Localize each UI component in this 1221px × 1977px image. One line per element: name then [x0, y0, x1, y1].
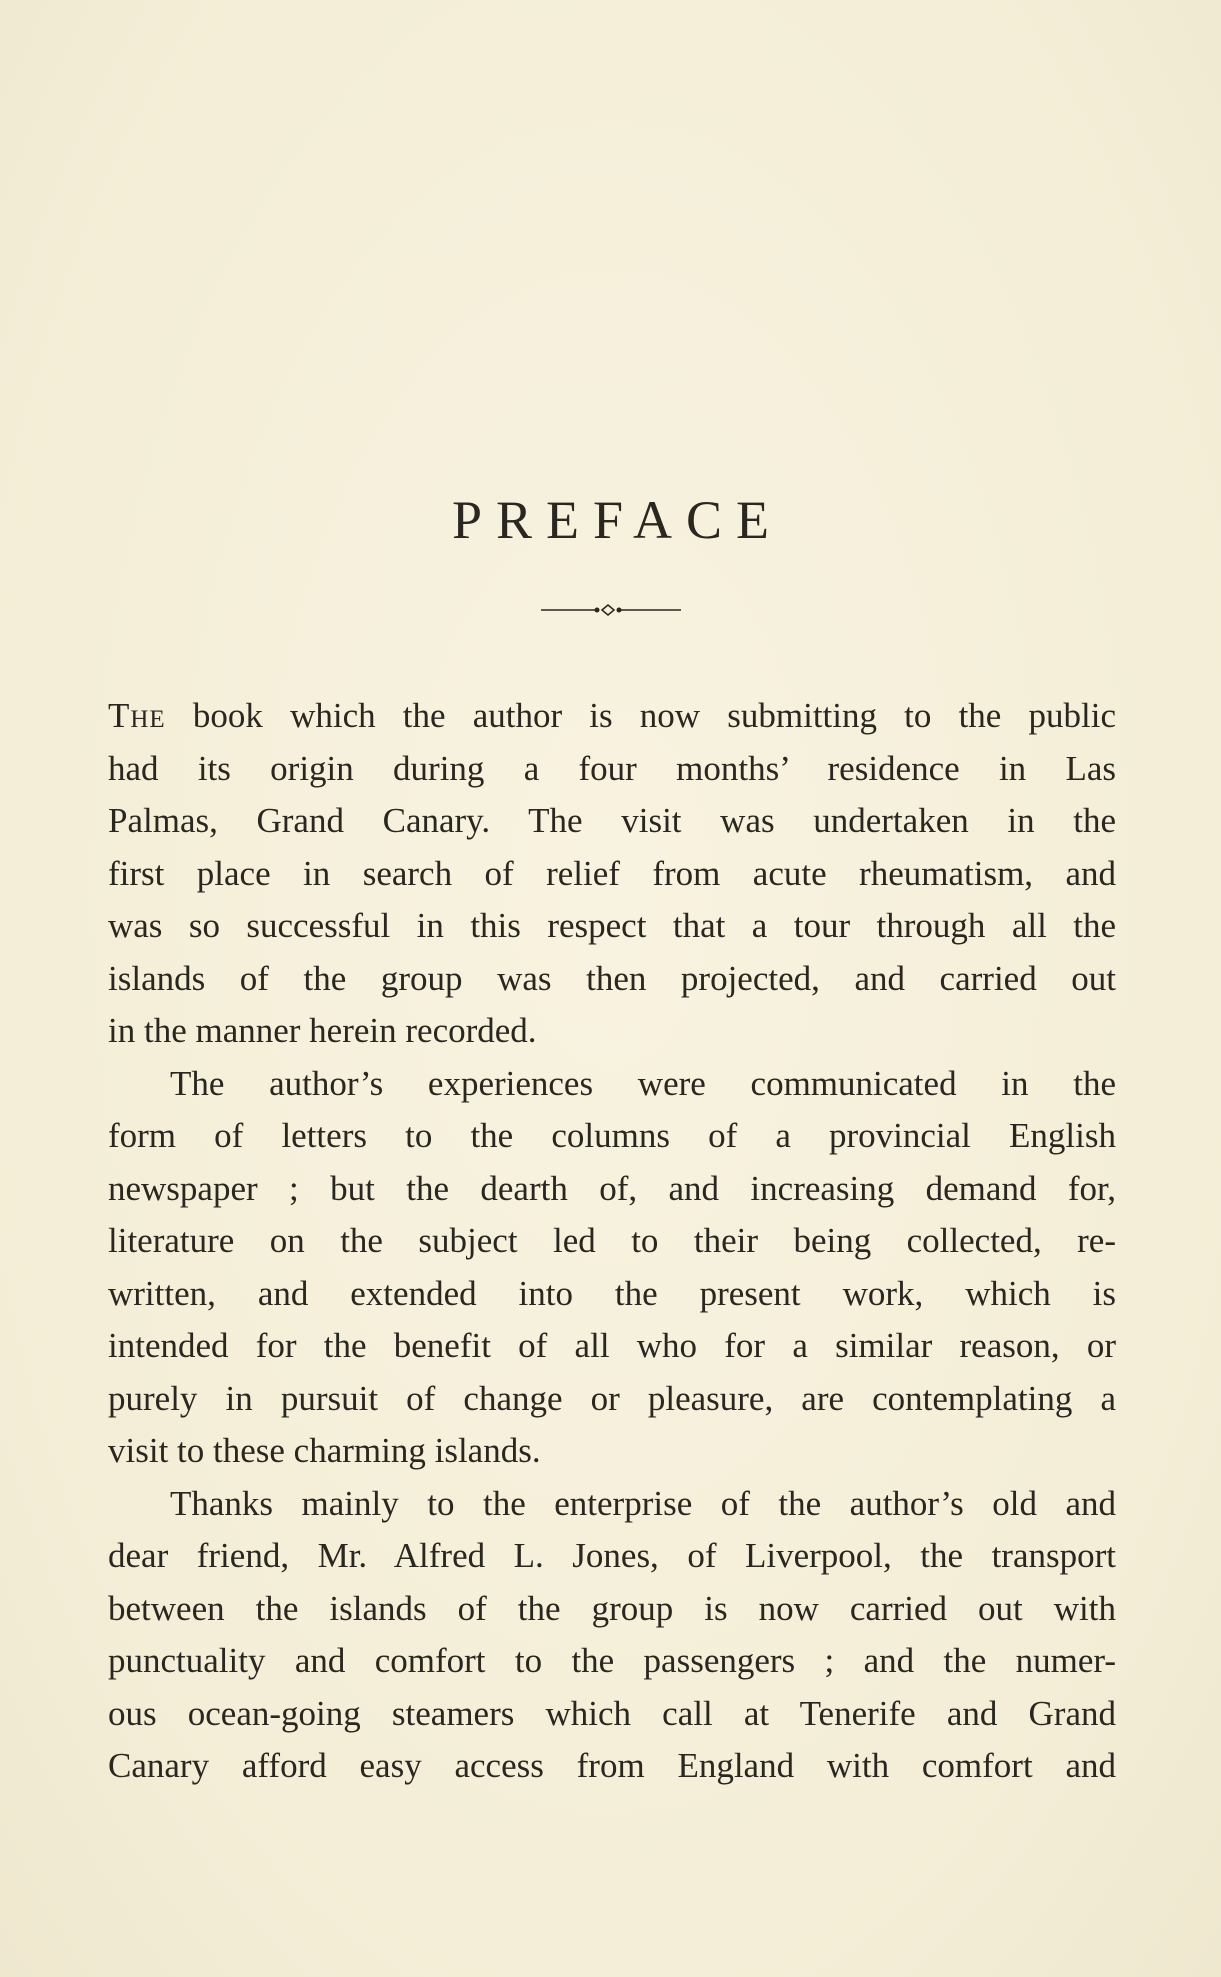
- text-line: newspaper ; but the dearth of, and increasing demand for,: [108, 1168, 1116, 1208]
- line-text: book which the author is now submitting to the public: [165, 696, 1116, 735]
- text-line: literature on the subject led to their being collected, re-: [108, 1221, 1116, 1260]
- text-line: ous ocean-going steamers which call at Tenerife and Grand: [108, 1693, 1116, 1733]
- text-line: The author’s experiences were communicated in the: [170, 1063, 1116, 1103]
- paragraph-3: [108, 1478, 1116, 1793]
- text-line: form of letters to the columns of a provincial English: [108, 1116, 1116, 1155]
- page-title: PREFACE: [451, 490, 784, 550]
- text-line: written, and extended into the present work, which is: [108, 1273, 1116, 1313]
- text-line: first place in search of relief from acute rheumatism, and: [108, 853, 1116, 893]
- text-line: dear friend, Mr. Alfred L. Jones, of Liverpool, the transport: [108, 1536, 1116, 1575]
- text-line: intended for the benefit of all who for a similar reason, or: [108, 1326, 1116, 1365]
- paragraph-2: [108, 1058, 1116, 1478]
- text-line: Canary afford easy access from England with comfort and: [108, 1746, 1116, 1785]
- paragraph-1: [108, 690, 1116, 1058]
- text-line: islands of the group was then projected, and carried out: [108, 958, 1116, 998]
- divider-ornament-icon: [541, 596, 681, 624]
- text-line: Thanks mainly to the enterprise of the author’s old and: [170, 1483, 1116, 1523]
- text-line: punctuality and comfort to the passengers ; and the numer-: [108, 1641, 1116, 1680]
- text-line: was so successful in this respect that a tour through all the: [108, 906, 1116, 945]
- text-line: had its origin during a four months’ residence in Las: [108, 748, 1116, 788]
- text-line: visit to these charming islands.: [108, 1431, 541, 1470]
- text-line: in the manner herein recorded.: [108, 1011, 537, 1050]
- preface-body: [108, 690, 1116, 1793]
- text-line: purely in pursuit of change or pleasure, are contemplating a: [108, 1378, 1116, 1418]
- text-line: [108, 690, 1116, 743]
- text-line: Palmas, Grand Canary. The visit was undertaken in the: [108, 801, 1116, 840]
- lead-word: The: [108, 696, 166, 735]
- text-line: between the islands of the group is now carried out with: [108, 1588, 1116, 1628]
